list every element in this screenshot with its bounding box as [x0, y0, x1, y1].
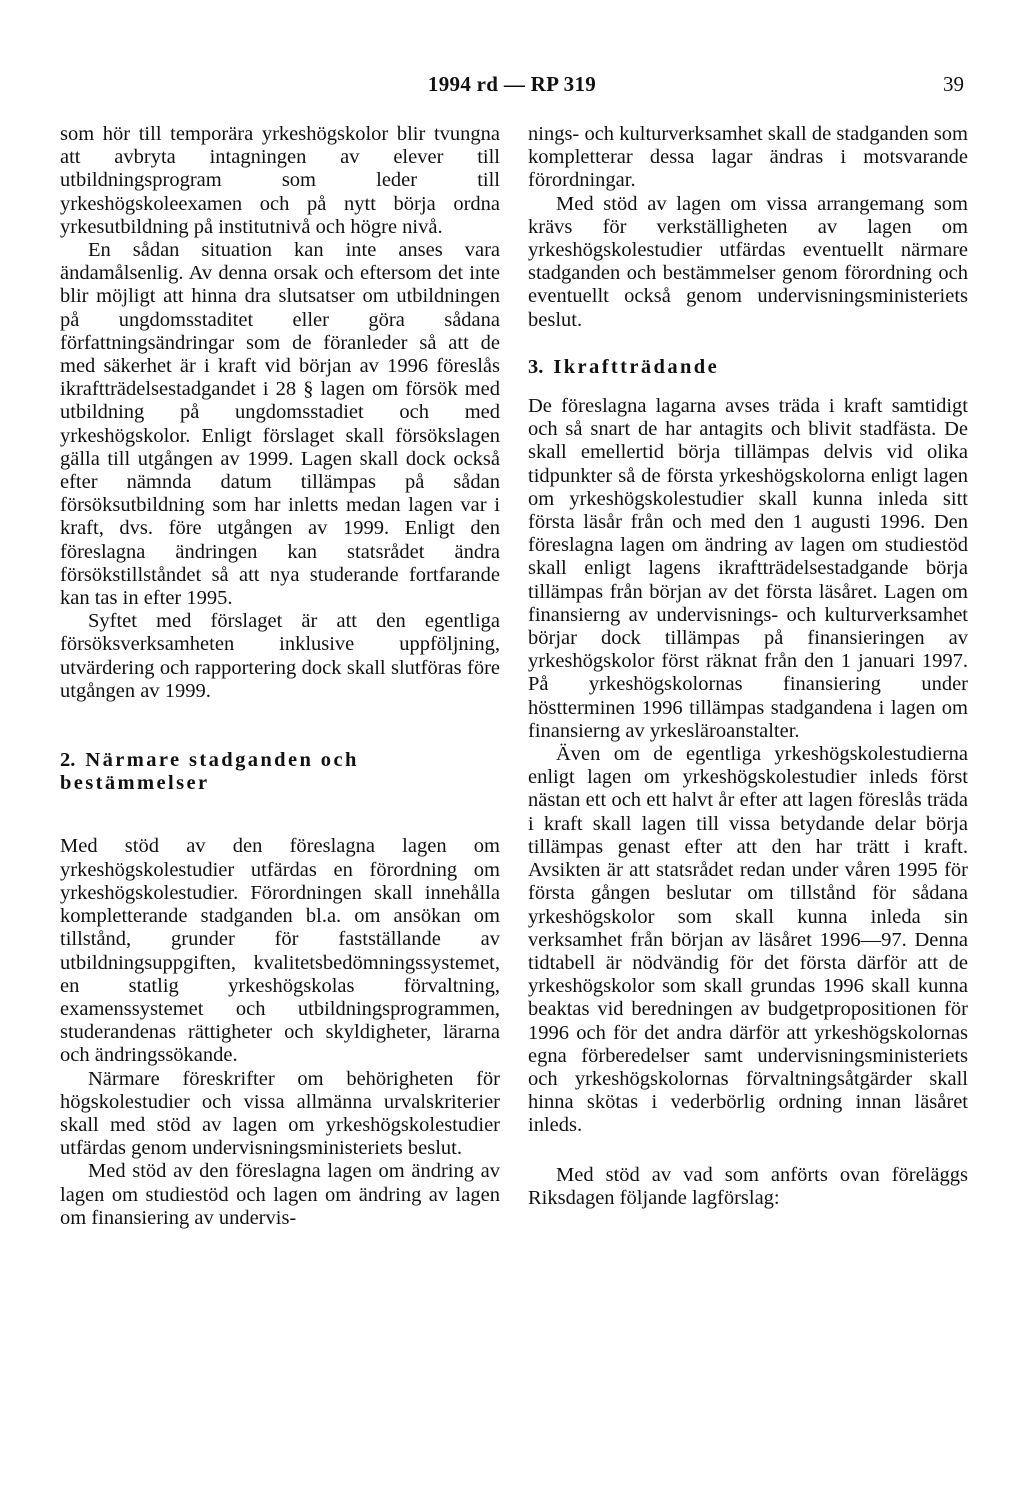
section-heading-3 — [528, 356, 968, 379]
paragraph: Även om de egentliga yrkeshögskolestudierna enligt lagen om yrkeshögskolestudier inleds först nästan ett och ett halvt år efter att lagen föreslås träda i kraft skall lagen till vissa betydande delar börja tillämpas genast efter att den har trätt i kraft. Avsikten är att statsrådet redan under våren 1995 för första gången beslutar om tillstånd för sådana yrkeshögskolor som skall kunna inleda sin verksamhet från början av läsåret 1996—97. Denna tidtabell är nödvändig för det första därför att de yrkeshögskolor som skall grundas 1996 skall kunna beaktas vid beredningen av budgetpropositionen för 1996 och för det andra därför att yrkeshögskolornas egna förberedelser samt undervisningsministeriets och yrkeshögskolornas förvaltningsåtgärder skall hinna skötas i vederbörlig ordning innan läsåret inleds. — [528, 743, 968, 1137]
paragraph: nings- och kulturverksamhet skall de stadganden som kompletterar dessa lagar ändras i motsvarande förordningar. — [528, 123, 968, 192]
header-title: 1994 rd — RP 319 — [427, 72, 597, 96]
left-column — [60, 123, 500, 1230]
section-number: 2. — [60, 749, 76, 772]
paragraph: som hör till temporära yrkeshögskolor blir tvungna att avbryta intagningen av elever till utbildningsprogram som leder till yrkeshögskoleexamen och på nytt börja ordna yrkesutbildning på institutnivå och högre nivå. — [60, 123, 500, 238]
paragraph: Med stöd av vad som anförts ovan föreläggs Riksdagen följande lagförslag: — [528, 1163, 968, 1209]
page-number: 39 — [943, 72, 964, 96]
right-column — [528, 123, 968, 1210]
paragraph: Med stöd av lagen om vissa arrangemang som krävs för verkställigheten av lagen om yrkeshögskolestudier utfärdas eventuellt närmare stadganden och bestämmelser genom förordning och eventuellt också genom undervisningsministeriets beslut. — [528, 192, 968, 331]
paragraph: Syftet med förslaget är att den egentliga försöksverksamheten inklusive uppföljning, utvärdering och rapportering dock skall slutföras före utgången av 1999. — [60, 610, 500, 702]
paragraph: Med stöd av den föreslagna lagen om ändring av lagen om studiestöd och lagen om ändring av lagen om finansiering av undervis- — [60, 1160, 500, 1229]
paragraph: Närmare föreskrifter om behörigheten för högskolestudier och vissa allmänna urvalskriterier skall med stöd av lagen om yrkeshögskolestudier utfärdas genom undervisningsministeriets beslut. — [60, 1067, 500, 1160]
section-title: Närmare stadganden och bestämmelser — [60, 749, 359, 795]
paragraph: En sådan situation kan inte anses vara ändamålsenlig. Av denna orsak och eftersom det inte blir möjligt att hinna dra slutsatser om utbildningen på ungdomsstaditet eller göra sådana författningsändringar som de föranleder så att de med säkerhet är i kraft vid början av 1996 föreslås ikraftträdelsestadgandet i 28 § lagen om försök med utbildning på ungdomsstadiet och med yrkeshögskolor. Enligt förslaget skall försökslagen gälla till utgången av 1999. Lagen skall dock också efter nämnda datum tillämpas på sådan försöksutbildning som har inletts medan lagen var i kraft, dvs. före utgången av 1999. Enligt den föreslagna ändringen kan statsrådet ändra försökstillståndet så att nya studerande fortfarande kan tas in efter 1995. — [60, 239, 500, 610]
paragraph: Med stöd av den föreslagna lagen om yrkeshögskolestudier utfärdas en förordning om yrkeshögskolestudier. Förordningen skall innehålla kompletterande stadganden bl.a. om ansökan om tillstånd, grunder för fastställande av utbildningsuppgiften, kvalitetsbedömningssystemet, en statlig yrkeshögskolas förvaltning, examenssystemet och utbildningsprogrammen, studerandenas rättigheter och skyldigheter, lärarna och ändringssökande. — [60, 835, 500, 1067]
section-title: Ikraftträdande — [553, 355, 720, 378]
section-heading-2 — [60, 749, 500, 795]
paragraph: De föreslagna lagarna avses träda i kraft samtidigt och så snart de har antagits och blivit stadfästa. De skall emellertid börja tillämpas delvis vid olika tidpunkter så de första yrkeshögskolorna enligt lagen om yrkeshögskolestudier skall kunna inleda sitt första läsår från och med den 1 augusti 1996. Den föreslagna lagen om ändring av lagen om studiestöd skall enligt lagens ikraftträdelsestadgande börja tillämpas från början av det första läsåret. Lagen om finansierng av undervisnings- och kulturverksamhet börjar dock tillämpas på finansieringen av yrkeshögskolor först räknat från den 1 januari 1997. På yrkeshögskolornas finansiering under höstterminen 1996 tillämpas stadgandena i lagen om finansierng av yrkesläroanstalter. — [528, 395, 968, 742]
page-header — [0, 72, 1024, 102]
section-number: 3. — [528, 355, 544, 378]
